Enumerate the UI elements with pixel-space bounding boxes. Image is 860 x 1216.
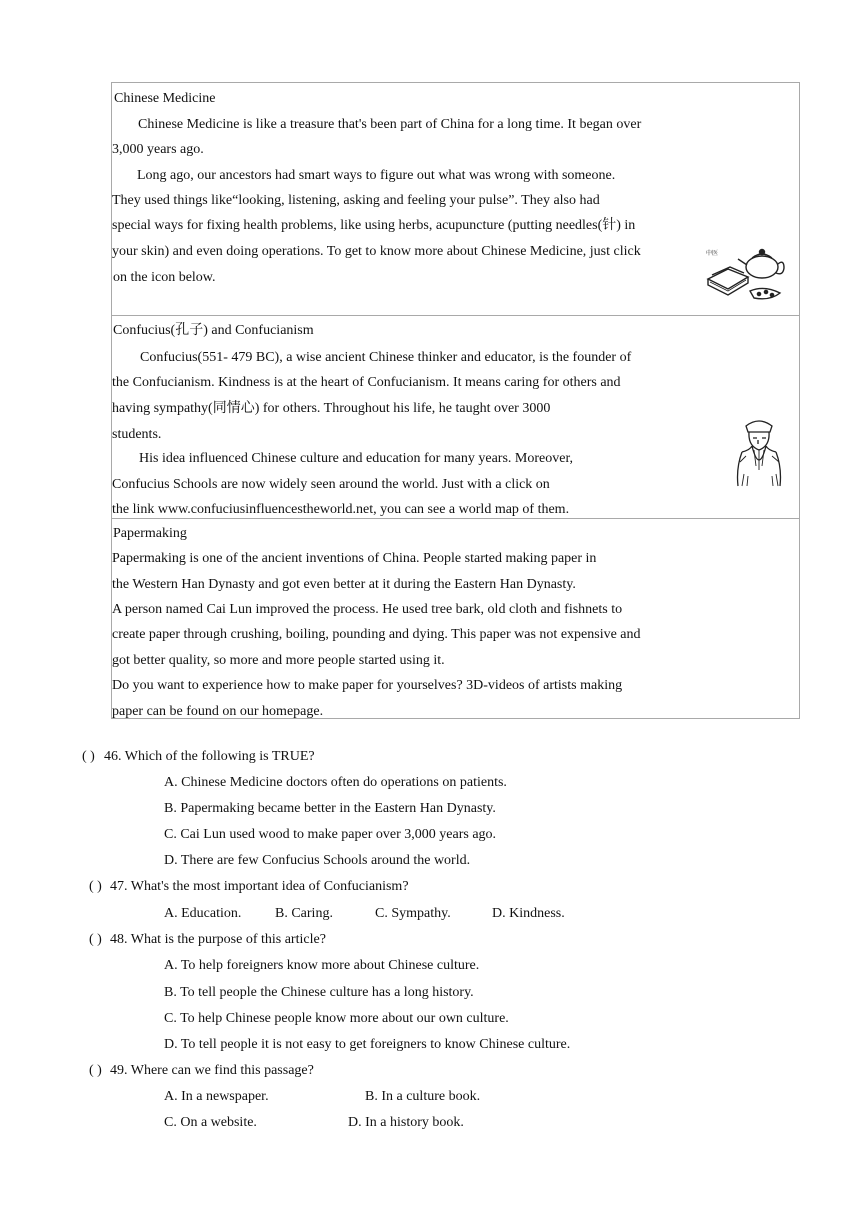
paragraph-line: the Confucianism. Kindness is at the heart of Confucianism. It means caring for others and	[112, 375, 621, 390]
section-title: Confucius(孔子) and Confucianism	[113, 323, 314, 338]
reading-passage-box	[111, 82, 800, 719]
paragraph-line: Long ago, our ancestors had smart ways to figure out what was wrong with someone.	[137, 168, 616, 183]
paragraph-line: your skin) and even doing operations. To get to know more about Chinese Medicine, just click	[112, 244, 641, 259]
question-stem: 46. Which of the following is TRUE?	[104, 749, 315, 764]
section-confucius	[112, 315, 799, 519]
option-c: C. Sympathy.	[375, 906, 451, 921]
option-d: D. There are few Confucius Schools around the world.	[164, 853, 471, 868]
paragraph-line: They used things like“looking, listening, asking and feeling your pulse”. They also had	[112, 193, 600, 208]
paragraph-line: special ways for fixing health problems, like using herbs, acupuncture (putting needles(针) in	[112, 218, 636, 233]
paragraph-line: got better quality, so more and more people started using it.	[112, 653, 445, 668]
paragraph-line: Confucius(551- 479 BC), a wise ancient Chinese thinker and educator, is the founder of	[140, 350, 632, 365]
paragraph-line: A person named Cai Lun improved the process. He used tree bark, old cloth and fishnets to	[112, 602, 623, 617]
paragraph-line: His idea influenced Chinese culture and education for many years. Moreover,	[139, 451, 574, 466]
paragraph-line: the Western Han Dynasty and got even better at it during the Eastern Han Dynasty.	[112, 577, 576, 592]
answer-blank[interactable]: ( )	[89, 932, 102, 947]
question-stem: 49. Where can we find this passage?	[110, 1063, 314, 1078]
option-b: B. In a culture book.	[365, 1089, 481, 1104]
paragraph-line: students.	[112, 427, 162, 442]
confucius-portrait-icon	[732, 416, 786, 488]
option-b: B. Papermaking became better in the Eastern Han Dynasty.	[164, 801, 496, 816]
paragraph-line: 3,000 years ago.	[112, 142, 204, 157]
option-a: A. To help foreigners know more about Chinese culture.	[164, 958, 480, 973]
paragraph-line: having sympathy(同情心) for others. Throughout his life, he taught over 3000	[112, 401, 551, 416]
paragraph-line: on the icon below.	[113, 270, 216, 285]
section-title: Papermaking	[113, 526, 187, 541]
question-stem: 47. What's the most important idea of Confucianism?	[110, 879, 409, 894]
option-d: D. In a history book.	[348, 1115, 464, 1130]
paragraph-line: Papermaking is one of the ancient inventions of China. People started making paper in	[112, 551, 597, 566]
question-stem: 48. What is the purpose of this article?	[110, 932, 326, 947]
svg-text:中医: 中医	[706, 250, 719, 257]
section-papermaking	[112, 518, 799, 719]
option-a: A. Chinese Medicine doctors often do operations on patients.	[164, 775, 507, 790]
option-b: B. To tell people the Chinese culture has a long history.	[164, 985, 474, 1000]
chinese-medicine-icon[interactable]	[704, 245, 786, 303]
option-c: C. On a website.	[164, 1115, 257, 1130]
answer-blank[interactable]: ( )	[89, 879, 102, 894]
option-c: C. Cai Lun used wood to make paper over 3,000 years ago.	[164, 827, 497, 842]
answer-blank[interactable]: ( )	[82, 749, 95, 764]
section-chinese-medicine	[112, 83, 799, 315]
paragraph-line: create paper through crushing, boiling, pounding and dying. This paper was not expensive and	[112, 627, 641, 642]
option-a: A. Education.	[164, 906, 242, 921]
option-a: A. In a newspaper.	[164, 1089, 269, 1104]
option-b: B. Caring.	[275, 906, 333, 921]
section-title: Chinese Medicine	[114, 91, 216, 106]
paragraph-line: Chinese Medicine is like a treasure that's been part of China for a long time. It began over	[138, 117, 642, 132]
paragraph-line: the link www.confuciusinfluencestheworld.net, you can see a world map of them.	[112, 502, 570, 517]
answer-blank[interactable]: ( )	[89, 1063, 102, 1078]
paragraph-line: paper can be found on our homepage.	[112, 704, 324, 719]
option-d: D. Kindness.	[492, 906, 565, 921]
paragraph-line: Confucius Schools are now widely seen around the world. Just with a click on	[112, 477, 550, 492]
option-c: C. To help Chinese people know more about our own culture.	[164, 1011, 509, 1026]
option-d: D. To tell people it is not easy to get foreigners to know Chinese culture.	[164, 1037, 571, 1052]
paragraph-line: Do you want to experience how to make paper for yourselves? 3D-videos of artists making	[112, 678, 623, 693]
